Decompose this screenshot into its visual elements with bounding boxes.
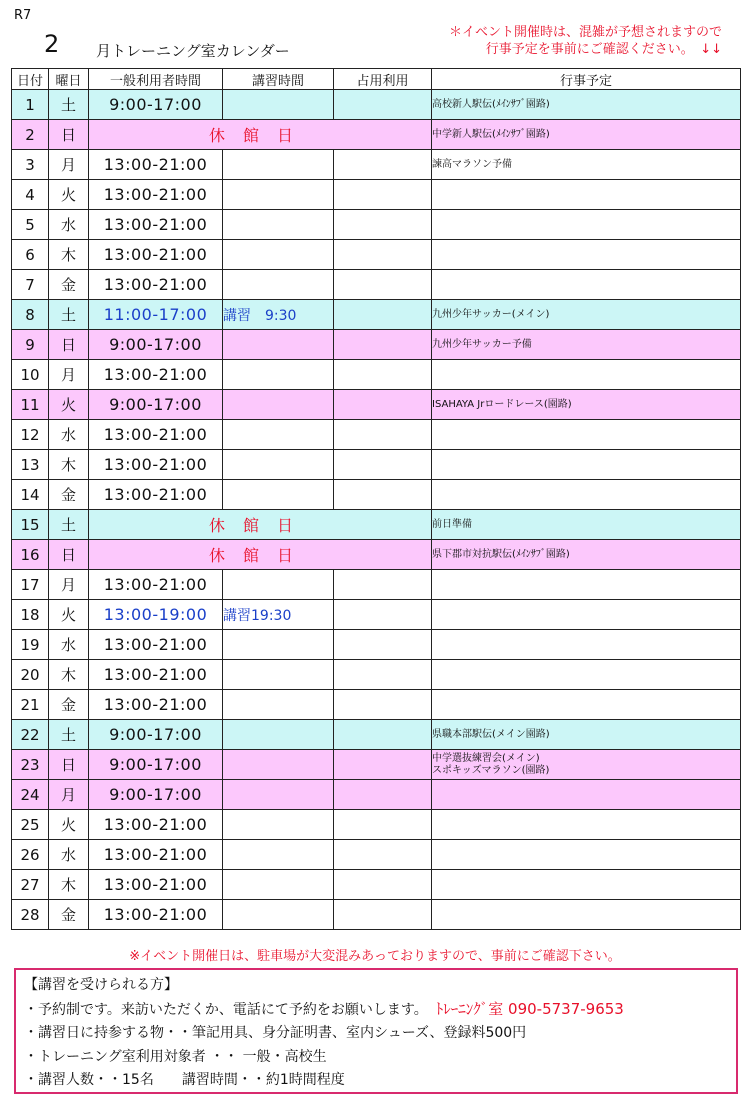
day-cell: 21: [12, 690, 49, 720]
calendar-row: [12, 180, 741, 210]
exclusive-use-cell: [334, 330, 432, 360]
table-header-row: [12, 69, 741, 90]
event-cell: [432, 900, 741, 930]
weekday-cell: 火: [49, 390, 89, 420]
info-line-reservation: [24, 998, 728, 1023]
exclusive-use-cell: [334, 240, 432, 270]
event-cell: [432, 810, 741, 840]
calendar-row: [12, 780, 741, 810]
calendar-row: [12, 450, 741, 480]
day-cell: 14: [12, 480, 49, 510]
event-cell: [432, 780, 741, 810]
exclusive-use-cell: [334, 660, 432, 690]
event-cell: [432, 690, 741, 720]
lecture-time-cell: [223, 270, 334, 300]
weekday-cell: 金: [49, 900, 89, 930]
event-cell: [432, 210, 741, 240]
event-text: 中学新人駅伝(ﾒｲﾝｻﾌﾞ園路): [432, 128, 550, 140]
day-cell: 3: [12, 150, 49, 180]
exclusive-use-cell: [334, 600, 432, 630]
general-hours-cell: 13:00-21:00: [89, 360, 223, 390]
weekday-cell: 火: [49, 600, 89, 630]
weekday-cell: 金: [49, 270, 89, 300]
lecture-time-cell: [223, 180, 334, 210]
exclusive-use-cell: [334, 750, 432, 780]
day-cell: 1: [12, 90, 49, 120]
exclusive-use-cell: [334, 480, 432, 510]
general-hours-cell: 9:00-17:00: [89, 90, 223, 120]
day-cell: 12: [12, 420, 49, 450]
lecture-time-cell: [223, 360, 334, 390]
event-text: 前日準備: [432, 518, 472, 530]
calendar-row: [12, 330, 741, 360]
event-cell: [432, 630, 741, 660]
general-hours-cell: 9:00-17:00: [89, 780, 223, 810]
general-hours-cell: 13:00-21:00: [89, 570, 223, 600]
general-hours-cell: 9:00-17:00: [89, 720, 223, 750]
day-cell: 20: [12, 660, 49, 690]
calendar-row: [12, 390, 741, 420]
event-cell: [432, 660, 741, 690]
event-cell: [432, 330, 741, 360]
day-cell: 5: [12, 210, 49, 240]
weekday-cell: 月: [49, 570, 89, 600]
event-cell: [432, 120, 741, 150]
day-cell: 8: [12, 300, 49, 330]
calendar-row: [12, 270, 741, 300]
lecture-time-cell: [223, 870, 334, 900]
calendar-row: [12, 690, 741, 720]
calendar-row: [12, 360, 741, 390]
weekday-cell: 月: [49, 780, 89, 810]
era-label: R7: [14, 8, 32, 23]
lecture-time-cell: [223, 750, 334, 780]
day-cell: 26: [12, 840, 49, 870]
exclusive-use-cell: [334, 810, 432, 840]
day-cell: 17: [12, 570, 49, 600]
general-hours-cell: 11:00-17:00: [89, 300, 223, 330]
day-cell: 2: [12, 120, 49, 150]
weekday-cell: 土: [49, 510, 89, 540]
info-heading: 【講習を受けられる方】: [24, 977, 178, 993]
event-cell: [432, 270, 741, 300]
lecture-time-cell: [223, 630, 334, 660]
event-text: ISAHAYA Jrロードレース(園路): [432, 398, 572, 410]
lecture-time-cell: 講習19:30: [223, 600, 334, 630]
lecture-time-cell: [223, 690, 334, 720]
exclusive-use-cell: [334, 690, 432, 720]
info-reservation-text: ・予約制です。来訪いただくか、電話にて予約をお願いします。: [24, 1001, 428, 1018]
day-cell: 28: [12, 900, 49, 930]
event-text: 県下郡市対抗駅伝(ﾒｲﾝｻﾌﾞ園路): [432, 548, 570, 560]
general-hours-cell: 13:00-21:00: [89, 420, 223, 450]
general-hours-cell: 13:00-21:00: [89, 690, 223, 720]
day-cell: 11: [12, 390, 49, 420]
event-text: 諫高マラソン予備: [432, 158, 512, 170]
general-hours-cell: 9:00-17:00: [89, 330, 223, 360]
column-header-date: 日付: [12, 69, 49, 90]
event-cell: [432, 390, 741, 420]
general-hours-cell: 9:00-17:00: [89, 750, 223, 780]
weekday-cell: 日: [49, 330, 89, 360]
event-text: 九州少年サッカー予備: [432, 338, 532, 350]
day-cell: 19: [12, 630, 49, 660]
weekday-cell: 火: [49, 180, 89, 210]
event-cell: [432, 300, 741, 330]
exclusive-use-cell: [334, 900, 432, 930]
day-cell: 10: [12, 360, 49, 390]
event-cell: [432, 570, 741, 600]
calendar-row: [12, 660, 741, 690]
exclusive-use-cell: [334, 90, 432, 120]
day-cell: 23: [12, 750, 49, 780]
lecture-time-cell: 講習 9:30: [223, 300, 334, 330]
weekday-cell: 土: [49, 300, 89, 330]
info-line-eligibility: ・トレーニング室利用対象者 ・・ 一般・高校生: [24, 1048, 327, 1065]
event-cell: [432, 540, 741, 570]
day-cell: 25: [12, 810, 49, 840]
general-hours-cell: 13:00-21:00: [89, 240, 223, 270]
closed-cell: 休館日: [89, 540, 432, 570]
event-cell: [432, 420, 741, 450]
calendar-row: [12, 480, 741, 510]
calendar-row: [12, 870, 741, 900]
calendar-body: [12, 90, 741, 930]
weekday-cell: 日: [49, 540, 89, 570]
column-header-events: 行事予定: [432, 69, 741, 90]
event-cell: [432, 450, 741, 480]
exclusive-use-cell: [334, 150, 432, 180]
lecture-time-cell: [223, 840, 334, 870]
lecture-time-cell: [223, 780, 334, 810]
lecture-time-cell: [223, 330, 334, 360]
weekday-cell: 金: [49, 480, 89, 510]
exclusive-use-cell: [334, 270, 432, 300]
weekday-cell: 木: [49, 870, 89, 900]
exclusive-use-cell: [334, 840, 432, 870]
weekday-cell: 木: [49, 240, 89, 270]
event-cell: [432, 150, 741, 180]
lecture-info-box: [14, 968, 738, 1094]
lecture-time-cell: [223, 810, 334, 840]
event-cell: [432, 510, 741, 540]
general-hours-cell: 13:00-21:00: [89, 900, 223, 930]
general-hours-cell: 13:00-21:00: [89, 270, 223, 300]
exclusive-use-cell: [334, 450, 432, 480]
calendar-row: [12, 240, 741, 270]
calendar-row: [12, 300, 741, 330]
exclusive-use-cell: [334, 210, 432, 240]
lecture-time-cell: [223, 420, 334, 450]
calendar-row: [12, 120, 741, 150]
general-hours-cell: 13:00-21:00: [89, 660, 223, 690]
weekday-cell: 水: [49, 630, 89, 660]
weekday-cell: 水: [49, 210, 89, 240]
weekday-cell: 月: [49, 150, 89, 180]
event-text: 九州少年サッカー(メイン): [432, 308, 550, 320]
exclusive-use-cell: [334, 180, 432, 210]
calendar-table: [11, 68, 741, 930]
general-hours-cell: 13:00-21:00: [89, 180, 223, 210]
exclusive-use-cell: [334, 300, 432, 330]
exclusive-use-cell: [334, 630, 432, 660]
exclusive-use-cell: [334, 360, 432, 390]
weekday-cell: 月: [49, 360, 89, 390]
weekday-cell: 日: [49, 120, 89, 150]
event-text: 県職本部駅伝(メイン園路): [432, 728, 550, 740]
column-header-exclusive-use: 占用利用: [334, 69, 432, 90]
calendar-row: [12, 630, 741, 660]
lecture-time-cell: [223, 150, 334, 180]
exclusive-use-cell: [334, 780, 432, 810]
calendar-title: 月トレーニング室カレンダー: [96, 42, 290, 60]
calendar-row: [12, 420, 741, 450]
event-cell: [432, 750, 741, 780]
month-number: 2: [44, 30, 60, 58]
weekday-cell: 土: [49, 720, 89, 750]
column-header-weekday: 曜日: [49, 69, 89, 90]
calendar-row: [12, 720, 741, 750]
exclusive-use-cell: [334, 870, 432, 900]
info-line-items: ・講習日に持参する物・・筆記用具、身分証明書、室内シューズ、登録料500円: [24, 1025, 527, 1041]
day-cell: 4: [12, 180, 49, 210]
day-cell: 7: [12, 270, 49, 300]
calendar-row: [12, 90, 741, 120]
general-hours-cell: 13:00-21:00: [89, 210, 223, 240]
column-header-general-hours: 一般利用者時間: [89, 69, 223, 90]
exclusive-use-cell: [334, 570, 432, 600]
general-hours-cell: 13:00-21:00: [89, 480, 223, 510]
day-cell: 22: [12, 720, 49, 750]
lecture-time-cell: [223, 240, 334, 270]
calendar-row: [12, 810, 741, 840]
calendar-row: [12, 540, 741, 570]
calendar-row: [12, 900, 741, 930]
day-cell: 9: [12, 330, 49, 360]
day-cell: 15: [12, 510, 49, 540]
weekday-cell: 木: [49, 660, 89, 690]
parking-footnote: ※イベント開催日は、駐車場が大変混みあっておりますので、事前にご確認下さい。: [129, 949, 621, 964]
general-hours-cell: 13:00-21:00: [89, 870, 223, 900]
exclusive-use-cell: [334, 390, 432, 420]
lecture-time-cell: [223, 660, 334, 690]
day-cell: 24: [12, 780, 49, 810]
day-cell: 6: [12, 240, 49, 270]
lecture-time-cell: [223, 720, 334, 750]
event-cell: [432, 870, 741, 900]
lecture-time-cell: [223, 210, 334, 240]
event-text: 中学選抜練習会(メイン): [432, 752, 540, 764]
event-cell: [432, 840, 741, 870]
calendar-row: [12, 210, 741, 240]
lecture-time-cell: [223, 570, 334, 600]
closed-cell: 休館日: [89, 510, 432, 540]
event-notice: [402, 24, 722, 58]
weekday-cell: 日: [49, 750, 89, 780]
phone-number[interactable]: ﾄﾚｰﾆﾝｸﾞ室 090-5737-9653: [435, 999, 624, 1018]
lecture-time-cell: [223, 480, 334, 510]
general-hours-cell: 13:00-21:00: [89, 450, 223, 480]
general-hours-cell: 13:00-21:00: [89, 810, 223, 840]
event-cell: [432, 90, 741, 120]
weekday-cell: 金: [49, 690, 89, 720]
calendar-row: [12, 840, 741, 870]
event-cell: [432, 180, 741, 210]
event-cell: [432, 720, 741, 750]
general-hours-cell: 13:00-21:00: [89, 840, 223, 870]
general-hours-cell: 13:00-21:00: [89, 630, 223, 660]
weekday-cell: 火: [49, 810, 89, 840]
event-text: 高校新人駅伝(ﾒｲﾝｻﾌﾞ園路): [432, 98, 550, 110]
day-cell: 13: [12, 450, 49, 480]
event-notice-line2: 行事予定を事前にご確認ください。 ↓↓: [485, 42, 722, 57]
lecture-time-cell: [223, 450, 334, 480]
day-cell: 16: [12, 540, 49, 570]
event-cell: [432, 600, 741, 630]
general-hours-cell: 13:00-21:00: [89, 150, 223, 180]
weekday-cell: 木: [49, 450, 89, 480]
calendar-row: [12, 510, 741, 540]
calendar-row: [12, 150, 741, 180]
calendar-row: [12, 750, 741, 780]
closed-cell: 休館日: [89, 120, 432, 150]
event-cell: [432, 480, 741, 510]
exclusive-use-cell: [334, 420, 432, 450]
lecture-time-cell: [223, 390, 334, 420]
weekday-cell: 水: [49, 420, 89, 450]
event-text: スポキッズマラソン(園路): [432, 764, 550, 776]
weekday-cell: 土: [49, 90, 89, 120]
general-hours-cell: 13:00-19:00: [89, 600, 223, 630]
day-cell: 18: [12, 600, 49, 630]
event-cell: [432, 240, 741, 270]
lecture-time-cell: [223, 900, 334, 930]
exclusive-use-cell: [334, 720, 432, 750]
weekday-cell: 水: [49, 840, 89, 870]
general-hours-cell: 9:00-17:00: [89, 390, 223, 420]
calendar-row: [12, 570, 741, 600]
day-cell: 27: [12, 870, 49, 900]
event-notice-line1: ＊イベント開催時は、混雑が予想されますので: [448, 25, 722, 40]
calendar-row: [12, 600, 741, 630]
event-cell: [432, 360, 741, 390]
lecture-time-cell: [223, 90, 334, 120]
info-line-capacity: ・講習人数・・15名 講習時間・・約1時間程度: [24, 1072, 345, 1088]
column-header-lecture-time: 講習時間: [223, 69, 334, 90]
